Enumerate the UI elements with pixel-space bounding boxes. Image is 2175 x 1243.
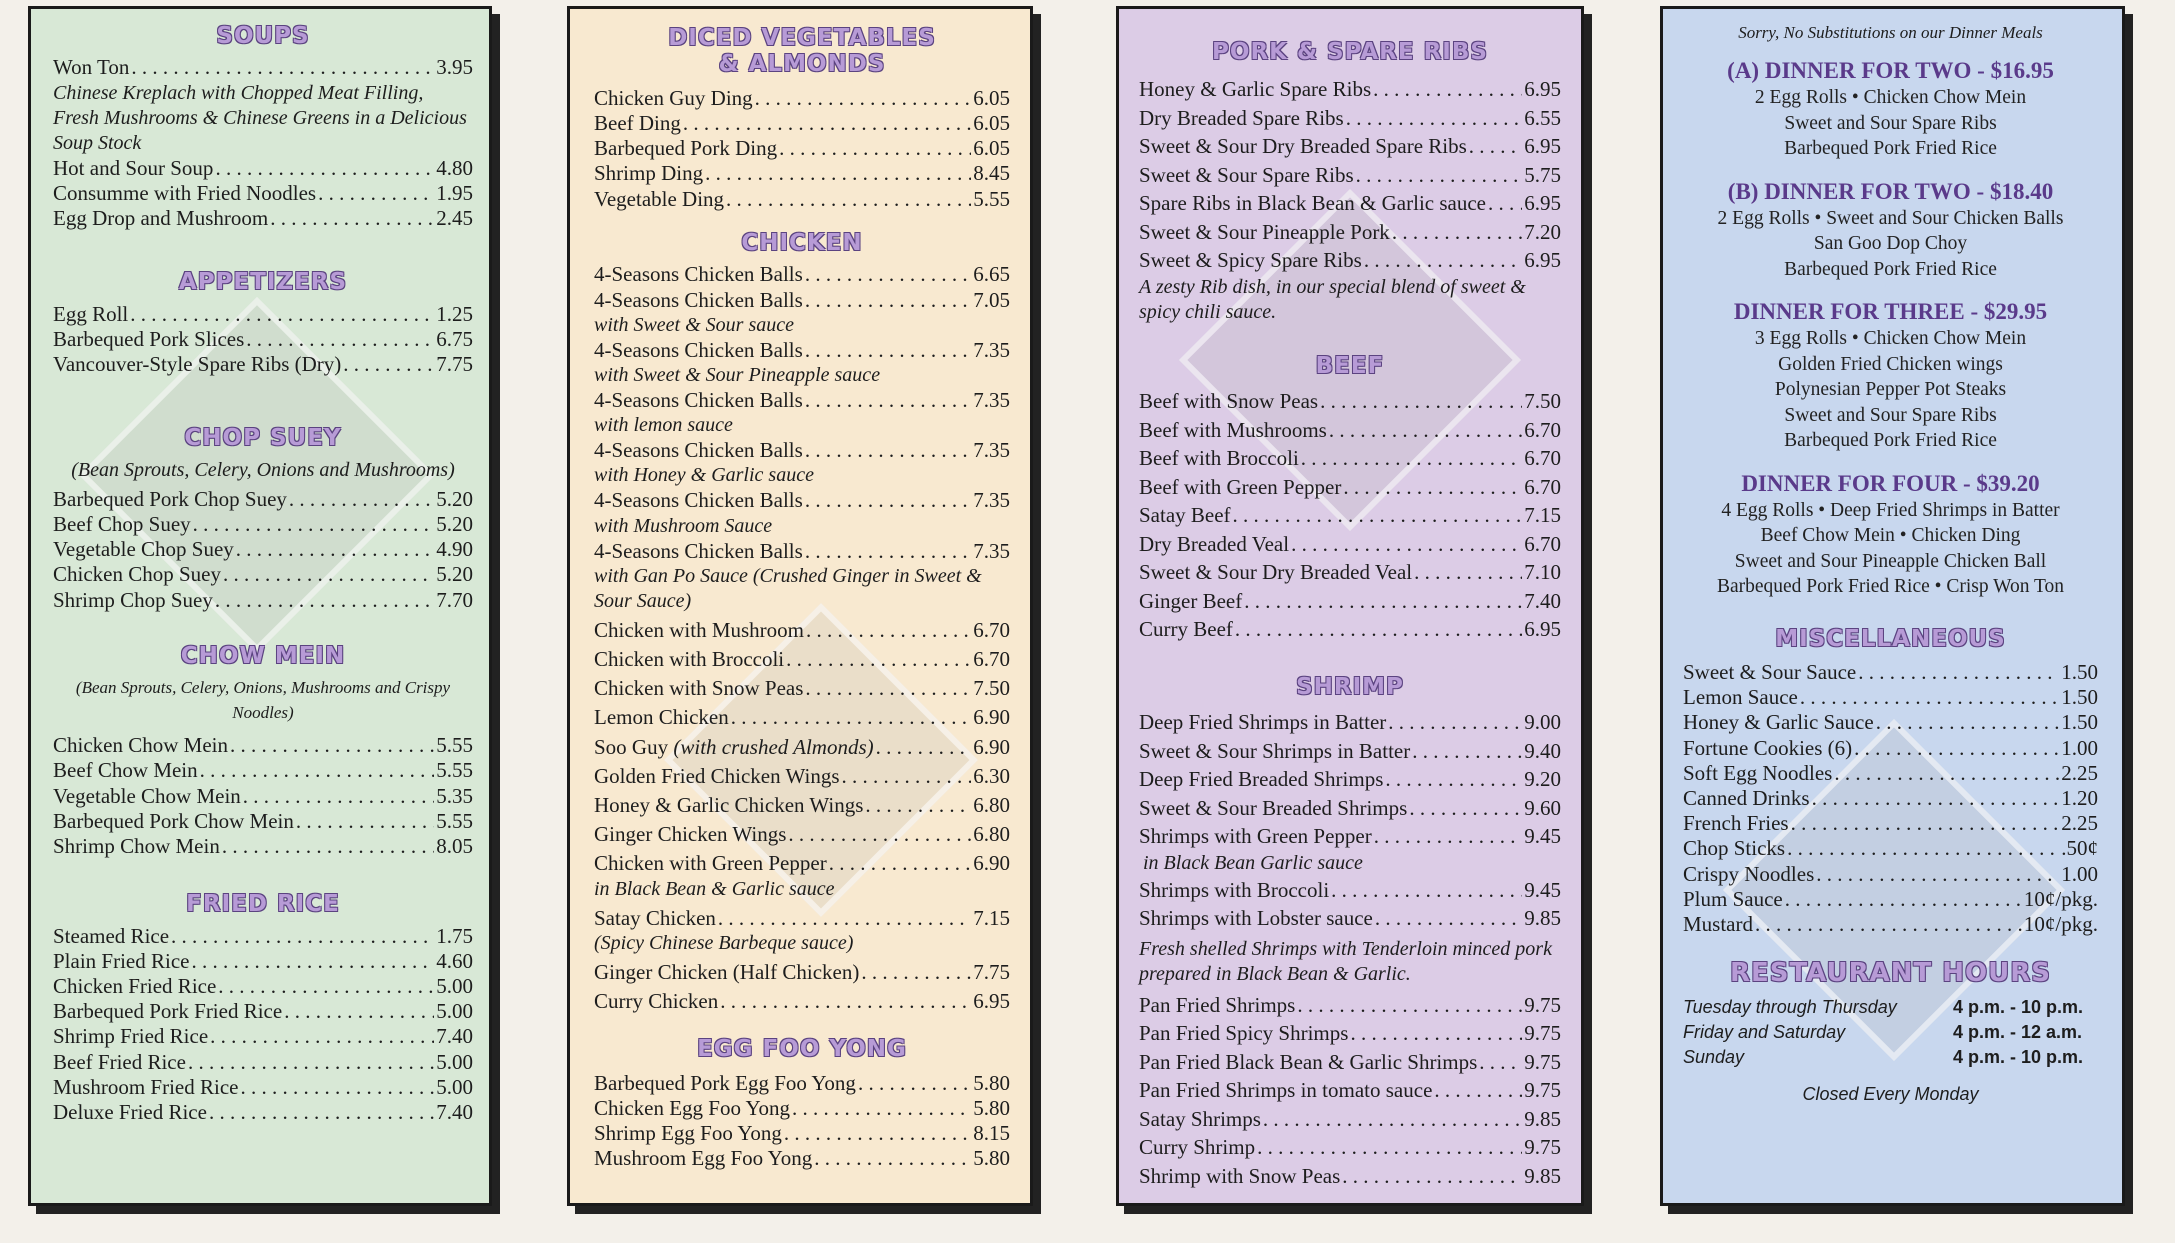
appetizers-heading: APPETIZERS [178, 269, 348, 296]
menu-item: Sweet & Sour Dry Breaded Spare Ribs . . . 6.95 [1139, 132, 1561, 161]
menu-item: Sweet & Sour Pineapple Pork . . . 7.20 [1139, 218, 1561, 247]
combo-line: Barbequed Pork Fried Rice [1784, 430, 1997, 451]
menu-item: Spare Ribs in Black Bean & Garlic sauce . . . 6.95 [1139, 189, 1561, 218]
menu-panel-soups-rice [28, 6, 492, 1206]
menu-item: Barbequed Pork Egg Foo Yong . . . 5.80 [594, 1071, 1010, 1096]
menu-item: Sweet & Sour Dry Breaded Veal . . . 7.10 [1139, 558, 1561, 587]
restaurant-hours-heading: RESTAURANT HOURS [1729, 958, 2052, 989]
item-sauce-note: with Sweet & Sour Pineapple sauce [594, 363, 881, 386]
combo-line: Barbequed Pork Fried Rice [1784, 258, 1997, 280]
menu-item: Lemon Sauce . . . 1.50 [1683, 685, 2098, 710]
menu-item: Barbequed Pork Ding . . . 6.05 [594, 136, 1010, 161]
combo-line: San Goo Dop Choy [1813, 233, 1968, 254]
combo-title: DINNER FOR FOUR - $39.20 [1741, 470, 2040, 496]
menu-item: 4-Seasons Chicken Balls . . . 7.35 [594, 539, 1010, 564]
menu-item: Vegetable Chow Mein . . . 5.35 [53, 784, 473, 809]
chow-mein-heading: CHOW MEIN [180, 642, 346, 669]
menu-item: Egg Roll . . . 1.25 [53, 302, 473, 327]
diced-vegetables-heading: DICED VEGETABLES & ALMONDS [668, 25, 936, 78]
menu-item: Beef Fried Rice . . . 5.00 [53, 1050, 473, 1075]
menu-item: Satay Chicken . . . 7.15 [594, 906, 1010, 931]
combo-line: 3 Egg Rolls • Chicken Chow Mein [1754, 328, 2027, 349]
menu-item: Chop Sticks . . . .50¢ [1683, 836, 2098, 861]
menu-item: Plum Sauce . . . 10¢/pkg. [1683, 887, 2098, 912]
dinner-combo [1683, 470, 2098, 600]
menu-item: Vancouver-Style Spare Ribs (Dry) . . . 7.75 [53, 352, 473, 377]
item-sauce-note: with Sweet & Sour sauce [594, 313, 794, 336]
menu-item: Honey & Garlic Chicken Wings . . . 6.80 [594, 793, 1010, 818]
menu-item: Shrimp Chow Mein . . . 8.05 [53, 834, 473, 859]
menu-item: Egg Drop and Mushroom . . . 2.45 [53, 206, 473, 231]
menu-item: French Fries . . . 2.25 [1683, 811, 2098, 836]
combo-line: Barbequed Pork Fried Rice [1784, 138, 1997, 159]
menu-item: Vegetable Chop Suey . . . 4.90 [53, 537, 473, 562]
menu-item: Sweet & Sour Breaded Shrimps . . . 9.60 [1139, 794, 1561, 823]
menu-item: Barbequed Pork Fried Rice . . . 5.00 [53, 999, 473, 1024]
menu-panel-chicken [567, 6, 1033, 1206]
menu-item: Shrimp Ding . . . 8.45 [594, 161, 1010, 186]
combo-title: DINNER FOR THREE - $29.95 [1733, 299, 2048, 324]
item-sauce-note: in Black Bean & Garlic sauce [594, 877, 835, 900]
menu-item: Curry Shrimp . . . 9.75 [1139, 1133, 1561, 1162]
menu-item: Crispy Noodles . . . 1.00 [1683, 862, 2098, 887]
menu-item: Golden Fried Chicken Wings . . . 6.30 [594, 764, 1010, 789]
menu-panel-dinners-hours [1660, 6, 2125, 1206]
combo-line: 4 Egg Rolls • Deep Fried Shrimps in Batter [1721, 499, 2060, 521]
menu-item: Dry Breaded Veal . . . 6.70 [1139, 530, 1561, 559]
miscellaneous-heading: MISCELLANEOUS [1775, 625, 2006, 652]
combo-line: 2 Egg Rolls • Sweet and Sour Chicken Balls [1717, 207, 2064, 229]
combo-line: Polynesian Pepper Pot Steaks [1774, 379, 2007, 400]
menu-item: Honey & Garlic Spare Ribs . . . 6.95 [1139, 75, 1561, 104]
combo-line: Barbequed Pork Fried Rice • Crisp Won Ton [1716, 576, 2065, 597]
menu-item: Barbequed Pork Chow Mein . . . 5.55 [53, 809, 473, 834]
menu-item: Fortune Cookies (6) . . . 1.00 [1683, 736, 2098, 761]
menu-item: 4-Seasons Chicken Balls . . . 7.05 [594, 288, 1010, 313]
combo-line: 2 Egg Rolls • Chicken Chow Mein [1754, 87, 2027, 108]
menu-item: 4-Seasons Chicken Balls . . . 6.65 [594, 262, 1010, 287]
menu-item: Beef Chop Suey . . . 5.20 [53, 512, 473, 537]
shrimp-heading: SHRIMP [1296, 673, 1404, 700]
menu-item: 4-Seasons Chicken Balls . . . 7.35 [594, 388, 1010, 413]
beef-heading: BEEF [1315, 352, 1385, 379]
menu-item: Deep Fried Breaded Shrimps . . . 9.20 [1139, 765, 1561, 794]
menu-item: Sweet & Spicy Spare Ribs . . . 6.95 [1139, 246, 1561, 275]
item-sauce-note: with Gan Po Sauce (Crushed Ginger in Sweet & Sour Sauce) [594, 564, 982, 612]
chicken-heading: CHICKEN [741, 229, 863, 256]
menu-item: Honey & Garlic Sauce . . . 1.50 [1683, 710, 2098, 735]
chow-mein-note: (Bean Sprouts, Celery, Onions, Mushrooms and Crispy Noodles) [75, 678, 451, 723]
menu-item: Chicken with Snow Peas . . . 7.50 [594, 676, 1010, 701]
menu-item: Chicken Chow Mein . . . 5.55 [53, 733, 473, 758]
menu-item: 4-Seasons Chicken Balls . . . 7.35 [594, 338, 1010, 363]
menu-item: Beef with Snow Peas . . . 7.50 [1139, 387, 1561, 416]
combo-title: (B) DINNER FOR TWO - $18.40 [1727, 178, 2054, 204]
dinner-combo [1683, 178, 2098, 283]
menu-item: Lemon Chicken . . . 6.90 [594, 705, 1010, 730]
menu-item: Deluxe Fried Rice . . . 7.40 [53, 1100, 473, 1125]
menu-item: Soft Egg Noodles . . . 2.25 [1683, 761, 2098, 786]
item-sauce-note: with lemon sauce [594, 414, 733, 437]
menu-item: Shrimps with Broccoli . . . 9.45 [1139, 876, 1561, 905]
menu-item: Shrimp Fried Rice . . . 7.40 [53, 1024, 473, 1049]
menu-item: Beef with Broccoli . . . 6.70 [1139, 444, 1561, 473]
spare-ribs-note: A zesty Rib dish, in our special blend of sweet & spicy chili sauce. [1139, 275, 1526, 323]
menu-item: Hot and Sour Soup . . . 4.80 [53, 156, 473, 181]
menu-item: Shrimp Chop Suey . . . 7.70 [53, 588, 473, 613]
no-substitutions-note: Sorry, No Substitutions on our Dinner Meals [1738, 23, 2043, 42]
item-sauce-note: (Spicy Chinese Barbeque sauce) [594, 931, 854, 954]
menu-item: Sweet & Sour Sauce . . . 1.50 [1683, 660, 2098, 685]
menu-item: Mustard . . . 10¢/pkg. [1683, 912, 2098, 937]
menu-panel-pork-beef-shrimp [1116, 6, 1584, 1206]
pork-spare-ribs-heading: PORK & SPARE RIBS [1212, 39, 1488, 65]
menu-item: Mushroom Egg Foo Yong . . . 5.80 [594, 1146, 1010, 1171]
combo-line: Beef Chow Mein • Chicken Ding [1760, 525, 2021, 546]
menu-item: Sweet & Sour Shrimps in Batter . . . 9.40 [1139, 737, 1561, 766]
menu-item: Ginger Chicken (Half Chicken) . . . 7.75 [594, 960, 1010, 985]
closed-note: Closed Every Monday [1802, 1084, 1979, 1105]
won-ton-description: Chinese Kreplach with Chopped Meat Filling, Fresh Mushrooms & Chinese Greens in a Delicious Soup Stock [53, 81, 467, 154]
menu-item: Chicken with Green Pepper . . . 6.90 [594, 851, 1010, 876]
item-sauce-note: with Honey & Garlic sauce [594, 464, 814, 487]
dinner-combo [1683, 57, 2098, 162]
menu-item: 4-Seasons Chicken Balls . . . 7.35 [594, 488, 1010, 513]
menu-item: Beef Ding . . . 6.05 [594, 111, 1010, 136]
menu-item: Ginger Chicken Wings . . . 6.80 [594, 822, 1010, 847]
menu-item: Chicken with Mushroom . . . 6.70 [594, 618, 1010, 643]
combo-title: (A) DINNER FOR TWO - $16.95 [1727, 58, 2054, 83]
menu-item: Shrimp with Snow Peas . . . 9.85 [1139, 1162, 1561, 1191]
menu-item: Consumme with Fried Noodles . . . 1.95 [53, 181, 473, 206]
menu-item: Vegetable Ding . . . 5.55 [594, 187, 1010, 212]
menu-item: Satay Beef . . . 7.15 [1139, 501, 1561, 530]
pan-fried-shrimp-note: Fresh shelled Shrimps with Tenderloin minced pork prepared in Black Bean & Garlic. [1139, 937, 1552, 985]
soups-heading: SOUPS [216, 23, 310, 49]
combo-line: Sweet and Sour Spare Ribs [1784, 404, 1997, 426]
menu-item: Ginger Beef . . . 7.40 [1139, 587, 1561, 616]
chop-suey-note: (Bean Sprouts, Celery, Onions and Mushrooms) [71, 458, 455, 481]
menu-item: Barbequed Pork Slices . . . 6.75 [53, 327, 473, 352]
menu-item: Shrimp Egg Foo Yong . . . 8.15 [594, 1121, 1010, 1146]
menu-item: Barbequed Pork Chop Suey . . . 5.20 [53, 487, 473, 512]
menu-item: Curry Chicken . . . 6.95 [594, 989, 1010, 1014]
menu-item: Won Ton . . . 3.95 [53, 55, 473, 80]
menu-item: Beef with Green Pepper . . . 6.70 [1139, 473, 1561, 502]
menu-item: Pan Fried Shrimps in tomato sauce . . . 9.75 [1139, 1076, 1561, 1105]
hours-table [1683, 995, 2098, 1070]
menu-item: Chicken Chop Suey . . . 5.20 [53, 562, 473, 587]
menu-item: Beef with Mushrooms . . . 6.70 [1139, 416, 1561, 445]
menu-item: Dry Breaded Spare Ribs . . . 6.55 [1139, 104, 1561, 133]
dinner-combo [1683, 298, 2098, 454]
egg-foo-yong-heading: EGG FOO YONG [697, 1036, 907, 1063]
menu-item: Plain Fried Rice . . . 4.60 [53, 949, 473, 974]
menu-item: Curry Beef . . . 6.95 [1139, 615, 1561, 644]
menu-item: Chicken Egg Foo Yong . . . 5.80 [594, 1096, 1010, 1121]
item-sauce-note: in Black Bean Garlic sauce [1143, 851, 1363, 874]
combo-line: Sweet and Sour Pineapple Chicken Ball [1734, 550, 2047, 572]
menu-item: Shrimps with Green Pepper . . . 9.45 [1139, 822, 1561, 851]
menu-item: Chicken with Broccoli . . . 6.70 [594, 647, 1010, 672]
menu-item: Soo Guy (with crushed Almonds) . . . 6.90 [594, 735, 1010, 760]
menu-item: Pan Fried Black Bean & Garlic Shrimps . . . 9.75 [1139, 1048, 1561, 1077]
menu-item: Canned Drinks . . . 1.20 [1683, 786, 2098, 811]
menu-item: Pan Fried Shrimps . . . 9.75 [1139, 991, 1561, 1020]
menu-item: Pan Fried Spicy Shrimps . . . 9.75 [1139, 1019, 1561, 1048]
menu-item: Sweet & Sour Spare Ribs . . . 5.75 [1139, 161, 1561, 190]
menu-item: Chicken Guy Ding . . . 6.05 [594, 86, 1010, 111]
item-sauce-note: with Mushroom Sauce [594, 514, 773, 537]
chop-suey-heading: CHOP SUEY [184, 425, 342, 452]
menu-item: Shrimps with Lobster sauce . . . 9.85 [1139, 904, 1561, 933]
menu-item: Satay Shrimps . . . 9.85 [1139, 1105, 1561, 1134]
menu-item: 4-Seasons Chicken Balls . . . 7.35 [594, 438, 1010, 463]
fried-rice-heading: FRIED RICE [186, 891, 340, 918]
menu-item: Steamed Rice . . . 1.75 [53, 924, 473, 949]
hours-row: Tuesday through Thursday 4 p.m. - 10 p.m. [1683, 997, 2084, 1018]
menu-item: Deep Fried Shrimps in Batter . . . 9.00 [1139, 708, 1561, 737]
menu-item: Beef Chow Mein . . . 5.55 [53, 758, 473, 783]
hours-row: Sunday 4 p.m. - 10 p.m. [1683, 1047, 2084, 1068]
combo-line: Sweet and Sour Spare Ribs [1784, 112, 1997, 134]
menu-item: Chicken Fried Rice . . . 5.00 [53, 974, 473, 999]
hours-row: Friday and Saturday 4 p.m. - 12 a.m. [1683, 1022, 2083, 1043]
combo-line: Golden Fried Chicken wings [1778, 353, 2003, 375]
menu-item: Mushroom Fried Rice . . . 5.00 [53, 1075, 473, 1100]
